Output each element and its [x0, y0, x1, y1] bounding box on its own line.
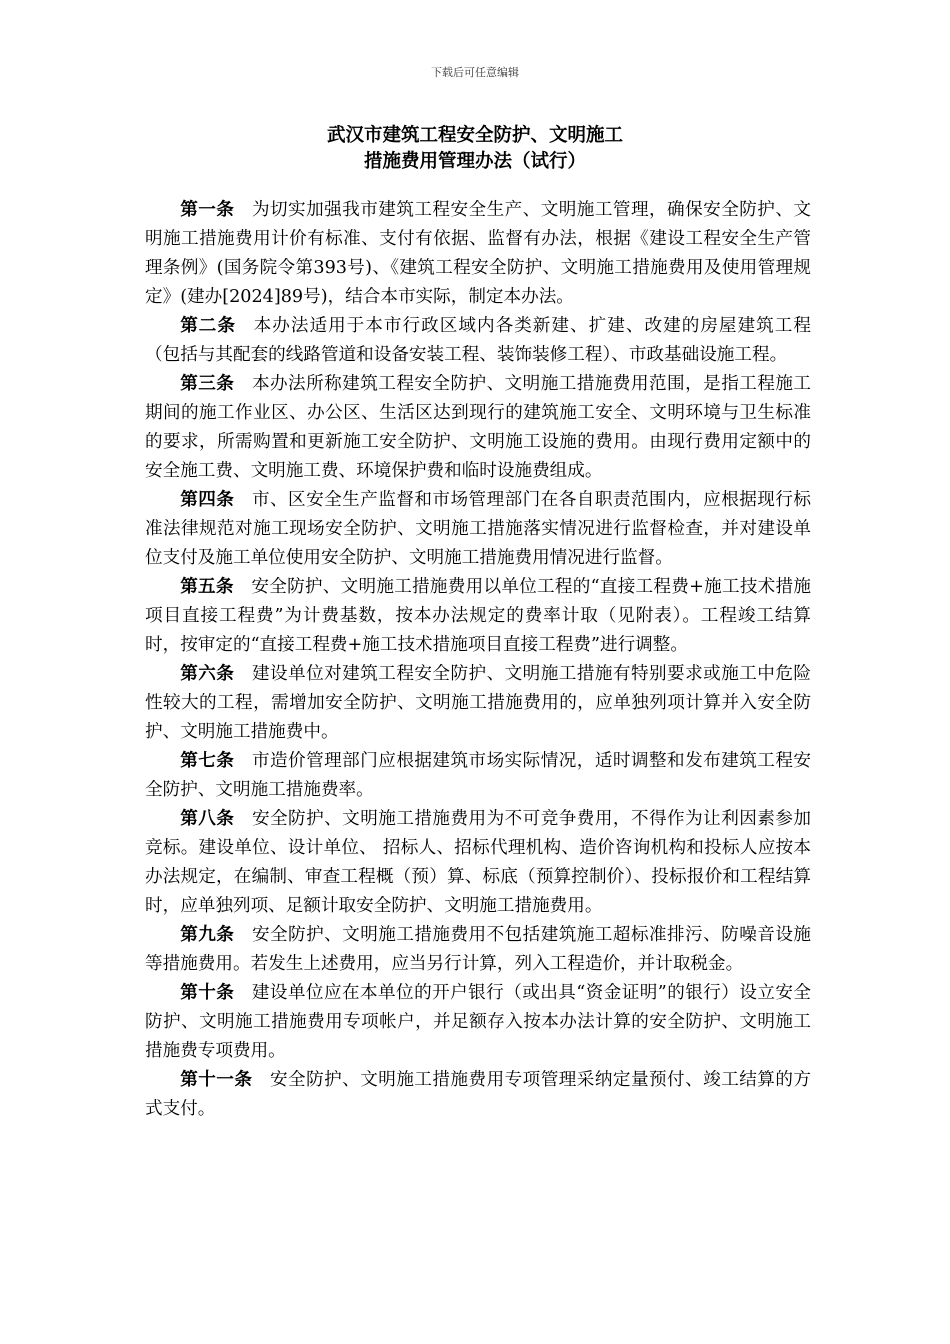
article-6 [145, 660, 811, 747]
article-3 [145, 370, 811, 486]
article-10 [145, 979, 811, 1066]
article-8 [145, 805, 811, 921]
article-label: 第七条 [180, 751, 235, 771]
article-label: 第九条 [180, 925, 235, 945]
title-line-2: 措施费用管理办法（试行） [363, 151, 586, 172]
article-label: 第二条 [180, 316, 237, 336]
article-text: 本办法适用于本市行政区域内各类新建、扩建、改建的房屋建筑工程（包括与其配套的线路管道和设备安装工程、装饰装修工程）、市政基础设施工程。 [145, 316, 811, 365]
article-text: 安全防护、文明施工措施费用以单位工程的“直接工程费+施工技术措施项目直接工程费”为计费基数，按本办法规定的费率计取（见附表）。工程竣工结算时，按审定的“直接工程费+施工技术措施项目直接工程费”进行调整。 [145, 577, 811, 655]
article-4 [145, 486, 811, 573]
article-label: 第六条 [180, 664, 235, 684]
article-label: 第十条 [180, 983, 235, 1003]
article-1 [145, 196, 811, 312]
article-7 [145, 747, 811, 805]
article-text: 市造价管理部门应根据建筑市场实际情况，适时调整和发布建筑工程安全防护、文明施工措施费率。 [145, 751, 811, 800]
article-2 [145, 312, 811, 370]
article-label: 第十一条 [180, 1070, 253, 1090]
article-text: 安全防护、文明施工措施费用不包括建筑施工超标准排污、防噪音设施等措施费用。若发生上述费用，应当另行计算，列入工程造价，并计取税金。 [145, 925, 811, 974]
article-11 [145, 1066, 811, 1124]
title-line-1: 武汉市建筑工程安全防护、文明施工 [326, 125, 623, 146]
article-label: 第五条 [180, 577, 234, 597]
article-text: 本办法所称建筑工程安全防护、文明施工措施费用范围，是指工程施工期间的施工作业区、办公区、生活区达到现行的建筑施工安全、文明环境与卫生标准的要求，所需购置和更新施工安全防护、文明施工设施的费用。由现行费用定额中的安全施工费、文明施工费、环境保护费和临时设施费组成。 [145, 374, 811, 481]
article-9 [145, 921, 811, 979]
article-text: 建设单位应在本单位的开户银行（或出具“资金证明”的银行）设立安全防护、文明施工措施费用专项帐户，并足额存入按本办法计算的安全防护、文明施工措施费专项费用。 [145, 983, 811, 1061]
article-label: 第三条 [180, 374, 235, 394]
article-text: 市、区安全生产监督和市场管理部门在各自职责范围内，应根据现行标准法律规范对施工现场安全防护、文明施工措施落实情况进行监督检查，并对建设单位支付及施工单位使用安全防护、文明施工措施费用情况进行监督。 [145, 490, 811, 568]
article-text: 安全防护、文明施工措施费用专项管理采纳定量预付、竣工结算的方式支付。 [145, 1070, 811, 1119]
document-title [0, 123, 950, 175]
article-label: 第八条 [180, 809, 235, 829]
article-label: 第四条 [180, 490, 235, 510]
article-text: 安全防护、文明施工措施费用为不可竞争费用，不得作为让利因素参加竞标。建设单位、设计单位、 招标人、招标代理机构、造价咨询机构和投标人应按本办法规定，在编制、审查工程概（预）算、标底（预算控制价）、投标报价和工程结算时，应单独列项、足额计取安全防护、文明施工措施费用。 [145, 809, 811, 916]
header-note: 下载后可任意编辑 [431, 66, 519, 79]
article-list [145, 196, 811, 1124]
article-label: 第一条 [180, 200, 235, 220]
article-text: 建设单位对建筑工程安全防护、文明施工措施有特别要求或施工中危险性较大的工程，需增加安全防护、文明施工措施费用的，应单独列项计算并入安全防护、文明施工措施费中。 [145, 664, 811, 742]
article-5 [145, 573, 811, 660]
article-text: 为切实加强我市建筑工程安全生产、文明施工管理，确保安全防护、文明施工措施费用计价有标准、支付有依据、监督有办法，根据《建设工程安全生产管理条例》(国务院令第393号)、《建筑工程安全防护、文明施工措施费用及使用管理规定》(建办[2024]89号)，结合本市实际，制定本办法。 [145, 200, 811, 307]
